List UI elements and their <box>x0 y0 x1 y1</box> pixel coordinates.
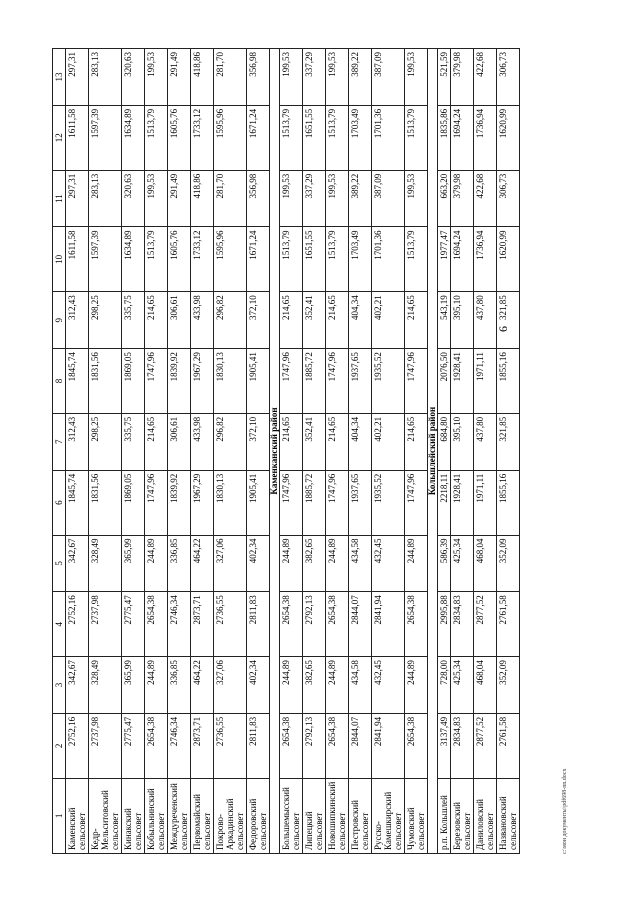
value-cell: 586,39 <box>438 535 451 592</box>
value-cell: 320,63 <box>122 170 145 227</box>
value-cell: 356,98 <box>247 170 270 227</box>
value-cell: 432,45 <box>372 657 405 714</box>
value-cell: 1513,79 <box>145 105 168 170</box>
value-cell: 2736,55 <box>214 713 247 778</box>
value-cell: 1747,96 <box>145 470 168 535</box>
value-cell: 336,85 <box>168 657 191 714</box>
value-cell: 320,63 <box>122 49 145 106</box>
value-cell: 352,41 <box>303 413 326 470</box>
value-cell: 2775,47 <box>122 592 145 657</box>
value-cell: 1747,96 <box>280 349 303 414</box>
value-cell: 1855,16 <box>497 349 520 414</box>
value-cell: 1869,05 <box>122 349 145 414</box>
settlement-name-cell: Русско-Камешкирский сельсовет <box>372 778 405 853</box>
value-cell: 199,53 <box>280 49 303 106</box>
value-cell: 464,22 <box>191 657 214 714</box>
settlement-name-cell: Большемысский сельсовет <box>280 778 303 853</box>
value-cell: 327,06 <box>214 535 247 592</box>
value-cell: 328,49 <box>89 535 122 592</box>
value-cell: 2736,55 <box>214 592 247 657</box>
value-cell: 244,89 <box>326 657 349 714</box>
value-cell: 1885,72 <box>303 470 326 535</box>
settlement-name-cell: Липецкий сельсовет <box>303 778 326 853</box>
value-cell: 2654,38 <box>280 592 303 657</box>
value-cell: 296,82 <box>214 413 247 470</box>
value-cell: 2775,47 <box>122 713 145 778</box>
value-cell: 464,22 <box>191 535 214 592</box>
value-cell: 1831,56 <box>89 349 122 414</box>
value-cell: 1905,41 <box>247 349 270 414</box>
settlement-name-cell: Чумовский сельсовет <box>405 778 428 853</box>
settlement-name-cell: Покрово-Аркадинский сельсовет <box>214 778 247 853</box>
settlement-name-cell: Даниловский сельсовет <box>474 778 497 853</box>
table-row <box>474 49 497 854</box>
value-cell: 1747,96 <box>326 349 349 414</box>
table-row <box>405 49 428 854</box>
value-cell: 395,10 <box>451 292 474 349</box>
value-cell: 372,10 <box>247 292 270 349</box>
settlement-name-cell: Названовский сельсовет <box>497 778 520 853</box>
value-cell: 418,86 <box>191 170 214 227</box>
value-cell: 365,99 <box>122 535 145 592</box>
tariff-table-wrapper <box>52 48 560 854</box>
table-row <box>168 49 191 854</box>
value-cell: 199,53 <box>326 49 349 106</box>
value-cell: 1967,29 <box>191 349 214 414</box>
value-cell: 244,89 <box>405 535 428 592</box>
settlement-name-cell: Федоровский сельсовет <box>247 778 270 853</box>
table-row <box>122 49 145 854</box>
value-cell: 199,53 <box>145 170 168 227</box>
value-cell: 379,98 <box>451 170 474 227</box>
tariff-table-body <box>53 49 520 854</box>
value-cell: 1747,96 <box>326 470 349 535</box>
value-cell: 335,75 <box>122 413 145 470</box>
value-cell: 1855,16 <box>497 470 520 535</box>
value-cell: 283,13 <box>89 170 122 227</box>
value-cell: 1830,13 <box>214 470 247 535</box>
section-header-row <box>270 49 280 854</box>
value-cell: 2737,98 <box>89 713 122 778</box>
value-cell: 2844,07 <box>349 592 372 657</box>
value-cell: 244,89 <box>405 657 428 714</box>
value-cell: 1937,65 <box>349 470 372 535</box>
file-path-footer: c:\мои документы\pdf698-nn.docx <box>562 768 568 854</box>
value-cell: 356,98 <box>247 49 270 106</box>
value-cell: 1513,79 <box>326 227 349 292</box>
value-cell: 2792,13 <box>303 713 326 778</box>
value-cell: 1651,55 <box>303 227 326 292</box>
value-cell: 1620,99 <box>497 105 520 170</box>
value-cell: 1651,55 <box>303 105 326 170</box>
value-cell: 1747,96 <box>405 470 428 535</box>
value-cell: 281,70 <box>214 170 247 227</box>
value-cell: 372,10 <box>247 413 270 470</box>
tariff-table <box>52 48 520 854</box>
value-cell: 1595,96 <box>214 105 247 170</box>
value-cell: 2746,34 <box>168 713 191 778</box>
value-cell: 1513,79 <box>405 227 428 292</box>
value-cell: 199,53 <box>280 170 303 227</box>
value-cell: 1967,29 <box>191 470 214 535</box>
value-cell: 1595,96 <box>214 227 247 292</box>
value-cell: 2654,38 <box>280 713 303 778</box>
value-cell: 2654,38 <box>326 592 349 657</box>
settlement-name-cell: Пестровский сельсовет <box>349 778 372 853</box>
value-cell: 387,09 <box>372 49 405 106</box>
value-cell: 387,09 <box>372 170 405 227</box>
value-cell: 425,34 <box>451 535 474 592</box>
settlement-name-cell: Первомайский сельсовет <box>191 778 214 853</box>
value-cell: 199,53 <box>145 49 168 106</box>
table-row <box>191 49 214 854</box>
value-cell: 1971,11 <box>474 470 497 535</box>
value-cell: 352,09 <box>497 535 520 592</box>
value-cell: 1835,86 <box>438 105 451 170</box>
value-cell: 1701,36 <box>372 227 405 292</box>
value-cell: 1928,41 <box>451 470 474 535</box>
value-cell: 2218,11 <box>438 470 451 535</box>
value-cell: 1634,89 <box>122 227 145 292</box>
value-cell: 1830,13 <box>214 349 247 414</box>
value-cell: 1703,49 <box>349 105 372 170</box>
value-cell: 389,22 <box>349 49 372 106</box>
settlement-name-cell: р.п. Кольшлей <box>438 778 451 853</box>
value-cell: 2811,83 <box>247 592 270 657</box>
value-cell: 2737,98 <box>89 592 122 657</box>
value-cell: 2654,38 <box>145 713 168 778</box>
value-cell: 297,31 <box>66 49 89 106</box>
value-cell: 425,34 <box>451 657 474 714</box>
value-cell: 1671,24 <box>247 105 270 170</box>
column-number-cell: 5 <box>53 535 66 592</box>
value-cell: 1747,96 <box>145 349 168 414</box>
value-cell: 312,43 <box>66 413 89 470</box>
value-cell: 684,80 <box>438 413 451 470</box>
value-cell: 468,04 <box>474 535 497 592</box>
table-row <box>66 49 89 854</box>
value-cell: 1937,65 <box>349 349 372 414</box>
settlement-name-cell: Кедр-Мельситовский сельсовет <box>89 778 122 853</box>
column-number-cell: 10 <box>53 227 66 292</box>
column-number-cell: 2 <box>53 713 66 778</box>
column-number-cell: 1 <box>53 778 66 853</box>
value-cell: 1971,11 <box>474 349 497 414</box>
value-cell: 1736,94 <box>474 105 497 170</box>
value-cell: 422,68 <box>474 170 497 227</box>
column-number-cell: 12 <box>53 105 66 170</box>
table-row <box>247 49 270 854</box>
value-cell: 342,67 <box>66 535 89 592</box>
value-cell: 296,82 <box>214 292 247 349</box>
value-cell: 306,61 <box>168 413 191 470</box>
value-cell: 1839,92 <box>168 470 191 535</box>
value-cell: 1513,79 <box>405 105 428 170</box>
value-cell: 2995,88 <box>438 592 451 657</box>
settlement-name-cell: Новошипкинский сельсовет <box>326 778 349 853</box>
value-cell: 283,13 <box>89 49 122 106</box>
value-cell: 2654,38 <box>326 713 349 778</box>
value-cell: 3137,49 <box>438 713 451 778</box>
column-number-row <box>53 49 66 854</box>
value-cell: 434,58 <box>349 657 372 714</box>
value-cell: 328,49 <box>89 657 122 714</box>
settlement-name-cell: Каменский сельсовет <box>66 778 89 853</box>
value-cell: 1703,49 <box>349 227 372 292</box>
value-cell: 1747,96 <box>405 349 428 414</box>
column-number-cell: 7 <box>53 413 66 470</box>
table-row <box>349 49 372 854</box>
value-cell: 199,53 <box>405 170 428 227</box>
column-number-cell: 4 <box>53 592 66 657</box>
value-cell: 1701,36 <box>372 105 405 170</box>
value-cell: 2752,16 <box>66 592 89 657</box>
value-cell: 395,10 <box>451 413 474 470</box>
value-cell: 728,00 <box>438 657 451 714</box>
value-cell: 1611,58 <box>66 105 89 170</box>
value-cell: 2761,58 <box>497 713 520 778</box>
page-number: 6 <box>496 326 510 332</box>
value-cell: 244,89 <box>145 657 168 714</box>
value-cell: 337,29 <box>303 49 326 106</box>
table-row <box>89 49 122 854</box>
value-cell: 418,86 <box>191 49 214 106</box>
value-cell: 404,34 <box>349 413 372 470</box>
value-cell: 1513,79 <box>280 227 303 292</box>
table-row <box>497 49 520 854</box>
value-cell: 404,34 <box>349 292 372 349</box>
value-cell: 1513,79 <box>145 227 168 292</box>
value-cell: 1597,39 <box>89 227 122 292</box>
value-cell: 2654,38 <box>405 713 428 778</box>
value-cell: 1885,72 <box>303 349 326 414</box>
value-cell: 379,98 <box>451 49 474 106</box>
value-cell: 2834,83 <box>451 592 474 657</box>
value-cell: 342,67 <box>66 657 89 714</box>
value-cell: 2877,52 <box>474 592 497 657</box>
value-cell: 352,41 <box>303 292 326 349</box>
value-cell: 306,61 <box>168 292 191 349</box>
value-cell: 2844,07 <box>349 713 372 778</box>
value-cell: 321,85 <box>497 292 520 349</box>
value-cell: 432,45 <box>372 535 405 592</box>
value-cell: 1736,94 <box>474 227 497 292</box>
value-cell: 244,89 <box>145 535 168 592</box>
value-cell: 327,06 <box>214 657 247 714</box>
value-cell: 298,25 <box>89 292 122 349</box>
value-cell: 2654,38 <box>405 592 428 657</box>
value-cell: 1694,24 <box>451 227 474 292</box>
table-row <box>280 49 303 854</box>
value-cell: 321,85 <box>497 413 520 470</box>
column-number-cell: 13 <box>53 49 66 106</box>
value-cell: 214,65 <box>326 292 349 349</box>
value-cell: 214,65 <box>280 413 303 470</box>
settlement-name-cell: Березовский сельсовет <box>451 778 474 853</box>
value-cell: 1634,89 <box>122 105 145 170</box>
value-cell: 2076,50 <box>438 349 451 414</box>
value-cell: 2834,83 <box>451 713 474 778</box>
value-cell: 1845,74 <box>66 349 89 414</box>
value-cell: 244,89 <box>326 535 349 592</box>
value-cell: 214,65 <box>280 292 303 349</box>
value-cell: 312,43 <box>66 292 89 349</box>
value-cell: 306,73 <box>497 170 520 227</box>
value-cell: 1694,24 <box>451 105 474 170</box>
value-cell: 335,75 <box>122 292 145 349</box>
value-cell: 1671,24 <box>247 227 270 292</box>
section-title: Каменканский район <box>270 49 280 854</box>
value-cell: 663,20 <box>438 170 451 227</box>
value-cell: 291,49 <box>168 170 191 227</box>
value-cell: 2811,83 <box>247 713 270 778</box>
value-cell: 214,65 <box>145 292 168 349</box>
value-cell: 402,21 <box>372 413 405 470</box>
value-cell: 468,04 <box>474 657 497 714</box>
value-cell: 382,65 <box>303 657 326 714</box>
value-cell: 1928,41 <box>451 349 474 414</box>
value-cell: 306,73 <box>497 49 520 106</box>
value-cell: 521,59 <box>438 49 451 106</box>
section-title: Кольшлейский район <box>428 49 438 854</box>
section-header-row <box>428 49 438 854</box>
value-cell: 1935,52 <box>372 349 405 414</box>
value-cell: 1513,79 <box>280 105 303 170</box>
value-cell: 336,85 <box>168 535 191 592</box>
value-cell: 1905,41 <box>247 470 270 535</box>
settlement-name-cell: Кинакский сельсовет <box>122 778 145 853</box>
value-cell: 433,98 <box>191 413 214 470</box>
table-row <box>214 49 247 854</box>
table-row <box>326 49 349 854</box>
value-cell: 1845,74 <box>66 470 89 535</box>
column-number-cell: 9 <box>53 292 66 349</box>
value-cell: 214,65 <box>405 292 428 349</box>
value-cell: 402,34 <box>247 535 270 592</box>
value-cell: 2654,38 <box>145 592 168 657</box>
column-number-cell: 6 <box>53 470 66 535</box>
value-cell: 2746,34 <box>168 592 191 657</box>
value-cell: 298,25 <box>89 413 122 470</box>
value-cell: 1839,92 <box>168 349 191 414</box>
value-cell: 2792,13 <box>303 592 326 657</box>
value-cell: 297,31 <box>66 170 89 227</box>
column-number-cell: 3 <box>53 657 66 714</box>
value-cell: 365,99 <box>122 657 145 714</box>
value-cell: 402,21 <box>372 292 405 349</box>
value-cell: 337,29 <box>303 170 326 227</box>
value-cell: 2761,58 <box>497 592 520 657</box>
value-cell: 543,19 <box>438 292 451 349</box>
value-cell: 2873,71 <box>191 713 214 778</box>
value-cell: 1935,52 <box>372 470 405 535</box>
value-cell: 1977,47 <box>438 227 451 292</box>
value-cell: 1733,12 <box>191 105 214 170</box>
value-cell: 1733,12 <box>191 227 214 292</box>
value-cell: 1611,58 <box>66 227 89 292</box>
value-cell: 1605,76 <box>168 227 191 292</box>
value-cell: 244,89 <box>280 535 303 592</box>
table-row <box>372 49 405 854</box>
value-cell: 1605,76 <box>168 105 191 170</box>
table-row <box>145 49 168 854</box>
value-cell: 214,65 <box>405 413 428 470</box>
value-cell: 352,09 <box>497 657 520 714</box>
value-cell: 434,58 <box>349 535 372 592</box>
value-cell: 437,80 <box>474 413 497 470</box>
rotated-page <box>52 48 568 854</box>
value-cell: 1747,96 <box>280 470 303 535</box>
value-cell: 199,53 <box>326 170 349 227</box>
settlement-name-cell: Междуреченский сельсовет <box>168 778 191 853</box>
value-cell: 437,80 <box>474 292 497 349</box>
value-cell: 1620,99 <box>497 227 520 292</box>
table-row <box>438 49 451 854</box>
table-row <box>303 49 326 854</box>
column-number-cell: 8 <box>53 349 66 414</box>
value-cell: 199,53 <box>405 49 428 106</box>
value-cell: 433,98 <box>191 292 214 349</box>
value-cell: 281,70 <box>214 49 247 106</box>
value-cell: 2877,52 <box>474 713 497 778</box>
value-cell: 382,65 <box>303 535 326 592</box>
value-cell: 422,68 <box>474 49 497 106</box>
value-cell: 389,22 <box>349 170 372 227</box>
table-row <box>451 49 474 854</box>
value-cell: 1597,39 <box>89 105 122 170</box>
value-cell: 2752,16 <box>66 713 89 778</box>
value-cell: 2841,94 <box>372 713 405 778</box>
value-cell: 1831,56 <box>89 470 122 535</box>
column-number-cell: 11 <box>53 170 66 227</box>
value-cell: 1513,79 <box>326 105 349 170</box>
value-cell: 214,65 <box>326 413 349 470</box>
value-cell: 1869,05 <box>122 470 145 535</box>
value-cell: 402,34 <box>247 657 270 714</box>
settlement-name-cell: Кобыльнинский сельсовет <box>145 778 168 853</box>
value-cell: 291,49 <box>168 49 191 106</box>
value-cell: 2841,94 <box>372 592 405 657</box>
value-cell: 244,89 <box>280 657 303 714</box>
value-cell: 2873,71 <box>191 592 214 657</box>
value-cell: 214,65 <box>145 413 168 470</box>
